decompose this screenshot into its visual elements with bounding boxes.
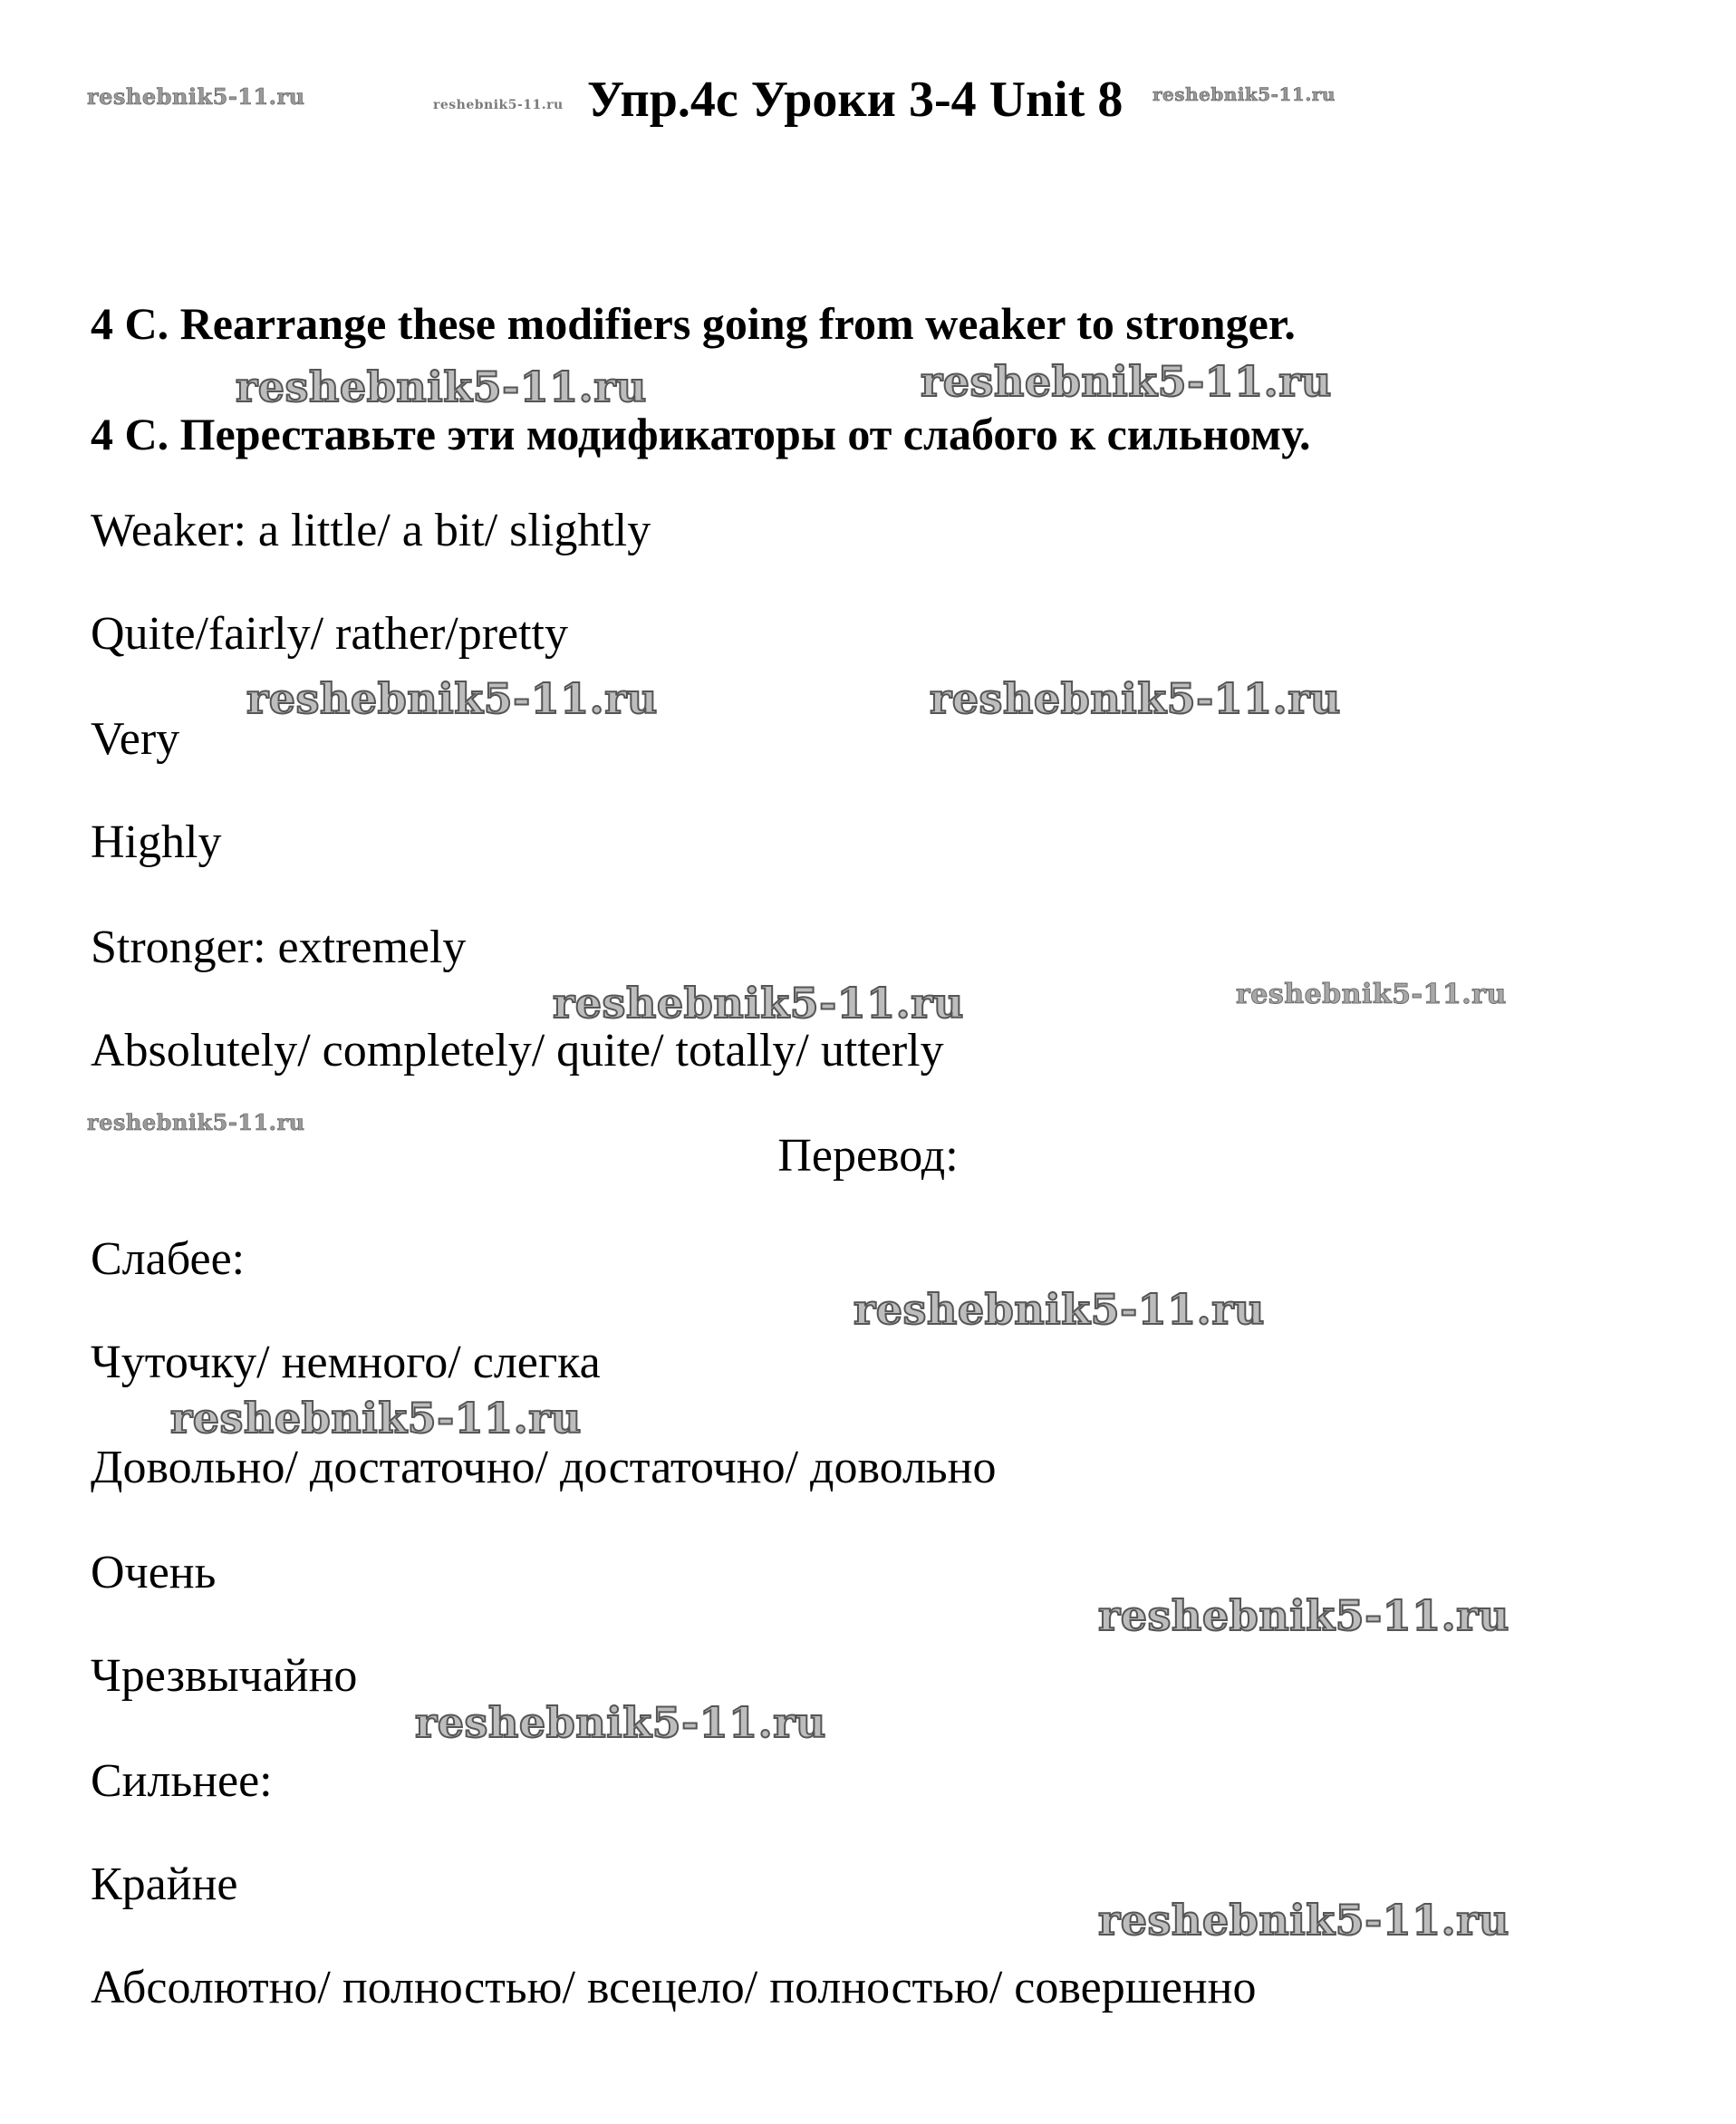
watermark-5: reshebnik5-11.ru xyxy=(553,979,964,1028)
translation-line-stronger: Сильнее: xyxy=(91,1755,273,1807)
answer-line-weaker: Weaker: a little/ a bit/ slightly xyxy=(91,505,651,556)
watermark-8: reshebnik5-11.ru xyxy=(854,1285,1265,1334)
answer-line-absolutely: Absolutely/ completely/ quite/ totally/ utterly xyxy=(91,1025,944,1076)
translation-line-highly: Чрезвычайно xyxy=(91,1650,358,1702)
watermark-top-right: reshebnik5-11.ru xyxy=(1153,83,1336,105)
translation-line-very: Очень xyxy=(91,1547,217,1598)
watermark-10: reshebnik5-11.ru xyxy=(1098,1591,1509,1640)
task-heading-en: 4 C. Rearrange these modifiers going from weaker to stronger. xyxy=(91,298,1296,349)
page-title: Упр.4с Уроки 3-4 Unit 8 xyxy=(587,72,1124,128)
watermark-6: reshebnik5-11.ru xyxy=(1236,979,1507,1010)
watermark-top-left: reshebnik5-11.ru xyxy=(87,83,305,110)
answer-line-highly: Highly xyxy=(91,816,222,868)
answer-line-stronger: Stronger: extremely xyxy=(91,922,467,973)
watermark-9: reshebnik5-11.ru xyxy=(170,1394,582,1443)
watermark-11: reshebnik5-11.ru xyxy=(415,1698,826,1747)
watermark-12: reshebnik5-11.ru xyxy=(1098,1896,1509,1945)
watermark-3: reshebnik5-11.ru xyxy=(246,674,658,723)
translation-label: Перевод: xyxy=(777,1130,959,1182)
translation-line-absolutely: Абсолютно/ полностью/ всецело/ полностью/ совершенно xyxy=(91,1962,1257,2013)
translation-line-quite: Довольно/ достаточно/ достаточно/ довольно xyxy=(91,1442,997,1493)
watermark-1: reshebnik5-11.ru xyxy=(236,362,647,411)
task-heading-ru: 4 C. Переставьте эти модификаторы от слабого к сильному. xyxy=(91,409,1311,459)
translation-line-extremely: Крайне xyxy=(91,1858,238,1910)
watermark-7: reshebnik5-11.ru xyxy=(87,1109,305,1135)
watermark-2: reshebnik5-11.ru xyxy=(921,357,1332,406)
translation-line-a-little: Чуточку/ немного/ слегка xyxy=(91,1337,601,1388)
watermark-top-small: reshebnik5-11.ru xyxy=(433,98,564,112)
answer-line-quite: Quite/fairly/ rather/pretty xyxy=(91,608,569,660)
translation-line-weaker: Слабее: xyxy=(91,1233,246,1285)
watermark-4: reshebnik5-11.ru xyxy=(930,674,1341,723)
answer-line-very: Very xyxy=(91,713,180,765)
